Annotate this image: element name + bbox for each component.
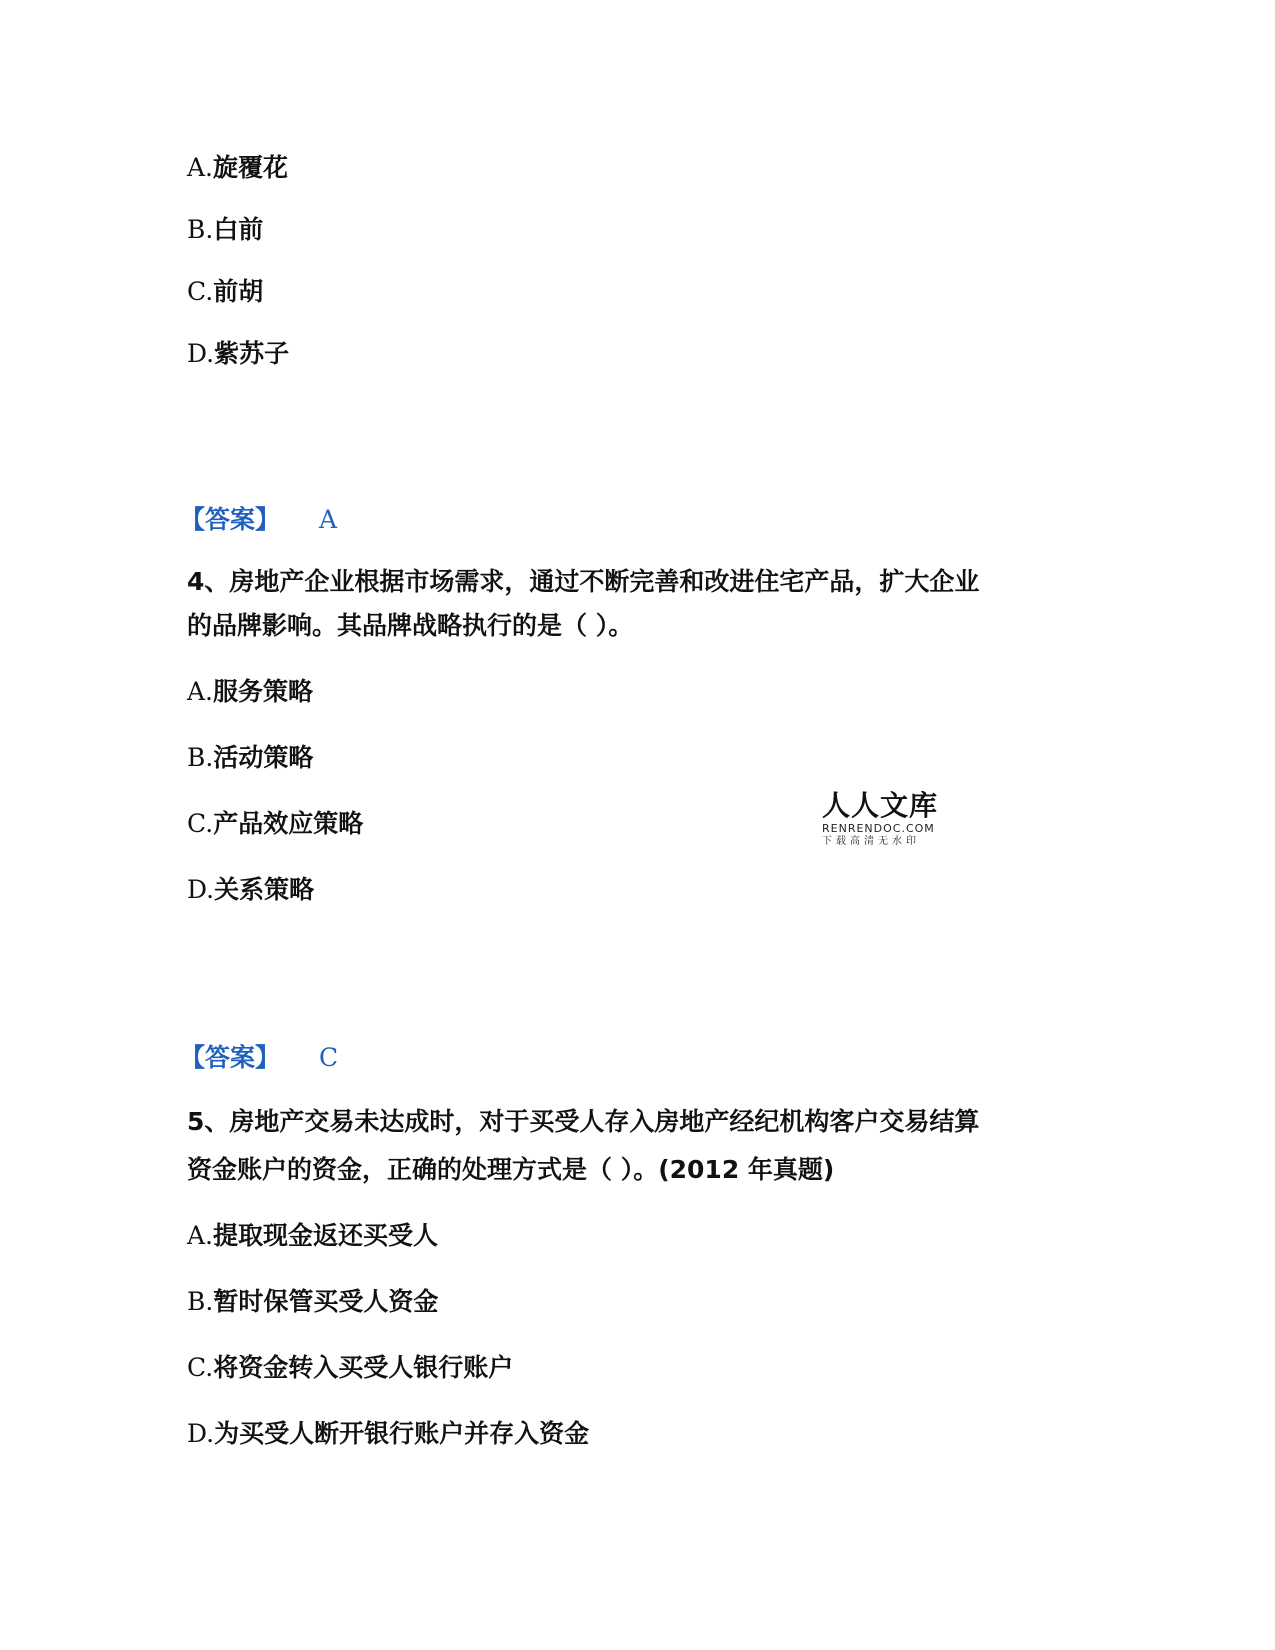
option-text: 将资金转入买受人银行账户 xyxy=(213,1353,514,1382)
option-label: A. xyxy=(187,153,214,182)
watermark-url: RENRENDOC.COM xyxy=(822,822,935,835)
q3-option-b xyxy=(187,214,263,246)
option-text: 服务策略 xyxy=(213,677,314,706)
q4-option-a xyxy=(187,676,313,708)
watermark-subtitle: 下载高清无水印 xyxy=(822,836,920,847)
q4-answer-value: C xyxy=(319,1043,339,1072)
option-label: D. xyxy=(187,875,215,904)
option-label: A. xyxy=(187,677,214,706)
option-label: A. xyxy=(187,1221,214,1250)
option-text: 产品效应策略 xyxy=(213,809,364,838)
q4-option-b xyxy=(187,742,313,774)
option-label: D. xyxy=(187,339,215,368)
option-text: 前胡 xyxy=(213,277,264,306)
option-label: B. xyxy=(187,1287,214,1316)
q3-answer-value: A xyxy=(319,505,338,534)
option-text: 为买受人断开银行账户并存入资金 xyxy=(214,1419,590,1448)
option-label: C. xyxy=(187,1353,214,1382)
q4-question-line1: 4、房地产企业根据市场需求，通过不断完善和改进住宅产品，扩大企业 xyxy=(187,567,980,596)
q3-option-d xyxy=(187,338,289,370)
option-text: 白前 xyxy=(213,215,264,244)
watermark-logo xyxy=(822,790,952,848)
option-label: B. xyxy=(187,743,214,772)
option-label: B. xyxy=(187,215,214,244)
q3-option-c xyxy=(187,276,263,308)
q3-option-a xyxy=(187,152,288,184)
q5-option-a xyxy=(187,1220,438,1252)
q5-option-b xyxy=(187,1286,438,1318)
option-text: 暂时保管买受人资金 xyxy=(213,1287,439,1316)
q5-question-line2: 资金账户的资金，正确的处理方式是（ ）。(2012 年真题) xyxy=(187,1155,835,1184)
option-text: 活动策略 xyxy=(213,743,314,772)
q4-answer-label: 【答案】 xyxy=(180,1043,281,1072)
q4-question-line2: 的品牌影响。其品牌战略执行的是（ ）。 xyxy=(187,611,634,640)
watermark-title: 人人文库 xyxy=(822,789,939,822)
q3-answer-label: 【答案】 xyxy=(180,505,281,534)
option-label: C. xyxy=(187,809,214,838)
q5-question-line1: 5、房地产交易未达成时，对于买受人存入房地产经纪机构客户交易结算 xyxy=(187,1107,980,1136)
option-text: 提取现金返还买受人 xyxy=(213,1221,439,1250)
q4-option-d xyxy=(187,874,314,906)
q5-option-d xyxy=(187,1418,589,1450)
option-label: C. xyxy=(187,277,214,306)
option-text: 关系策略 xyxy=(214,875,315,904)
q5-option-c xyxy=(187,1352,513,1384)
option-label: D. xyxy=(187,1419,215,1448)
option-text: 紫苏子 xyxy=(214,339,290,368)
option-text: 旋覆花 xyxy=(213,153,289,182)
q4-option-c xyxy=(187,808,363,840)
